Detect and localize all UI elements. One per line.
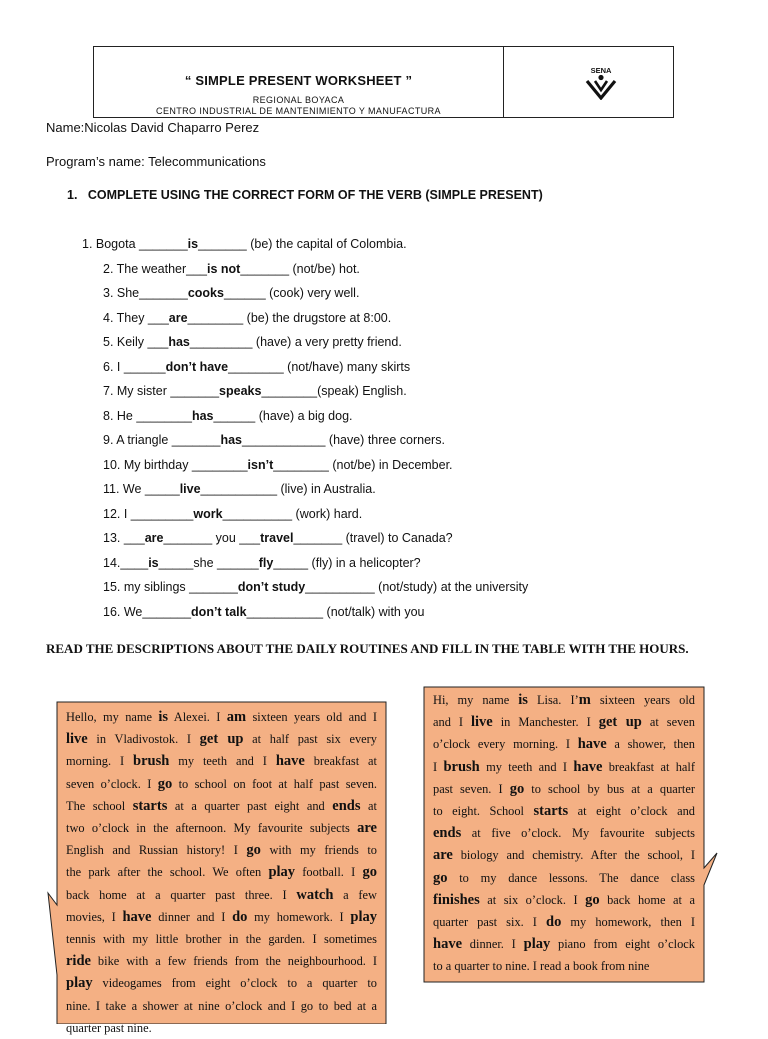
text-line [433,844,695,866]
prompt-text: _____she ______ [158,555,259,570]
text-line [66,1017,377,1039]
text-line [433,800,695,822]
answer-text: is [148,555,159,570]
text-line [433,756,695,778]
text-line [66,706,377,728]
text-run: sixteen years old and I [246,710,377,724]
highlighted-verb: watch [296,886,334,903]
text-run: the park after the school. We often [66,865,269,880]
text-run: nine. I take a shower at nine o’clock and I go to bed at a [66,998,377,1013]
svg-text:SENA: SENA [590,66,612,75]
text-line [433,889,695,911]
answer-text: is not [207,261,241,276]
alexei-routine-text [66,706,377,1039]
highlighted-verb: brush [133,753,170,770]
text-run: to a quarter to nine. I read a book from nine [433,959,650,974]
highlighted-verb: ends [332,797,361,814]
highlighted-verb: live [471,714,493,731]
section-2-title: READ THE DESCRIPTIONS ABOUT THE DAILY ROUTINES AND FILL IN THE TABLE WITH THE HOURS. [46,641,689,656]
text-run: biology and chemistry. After the school, I [452,848,695,863]
highlighted-verb: have [122,908,152,925]
text-run: a few [333,887,377,902]
text-run: to school by bus at a quarter [524,781,695,796]
prompt-text: _______ (not/be) hot. [240,261,360,276]
text-line [66,906,377,928]
text-line [66,728,377,750]
text-run: to school on foot at half past seven. [172,776,378,791]
text-run: my homework. I [247,909,351,924]
prompt-text: _____ (fly) in a helicopter? [273,555,421,570]
text-run: Alexei. I [168,710,227,724]
highlighted-verb: am [226,709,247,725]
answer-text: cooks [187,286,224,300]
text-line [433,955,695,977]
answer-text: don’t study [237,580,306,594]
text-run: English and Russian history! I [66,843,247,858]
answer-text: live [179,482,201,496]
text-line [433,911,695,933]
prompt-text: 1. Bogota _______ [82,237,188,251]
text-line [433,822,695,844]
prompt-text: 14.____ [103,555,149,570]
prompt-text: _________ (have) a very pretty friend. [189,335,402,349]
text-run: Lisa. I’ [527,693,579,707]
prompt-text: 5. Keily ___ [103,335,169,349]
highlighted-verb: brush [443,758,480,775]
text-run: my teeth and I [479,759,574,774]
text-line [66,972,377,994]
text-run: movies, I [66,909,123,924]
prompt-text: _______ you ___ [163,531,261,545]
prompt-text: 16. We_______ [103,604,192,619]
center-label: CENTRO INDUSTRIAL DE MANTENIMIENTO Y MANUFACTURA [156,106,441,116]
answer-text: don’t have [165,359,229,374]
prompt-text: ________(speak) English. [261,384,407,398]
highlighted-verb: have [433,936,462,953]
answer-text: has [191,408,214,423]
text-run: tennis with my little brother in the garden. I sometimes [66,932,377,947]
text-line [433,933,695,955]
prompt-text: 15. my siblings _______ [103,580,238,594]
text-run: at a quarter past eight and [167,798,333,813]
text-run: piano from eight o’clock [550,937,695,952]
text-run: morning. I [66,754,134,769]
answer-text: are [168,310,188,325]
highlighted-verb: are [433,847,453,864]
highlighted-verb: have [275,753,305,770]
text-run: sixteen years old [590,693,695,707]
text-run: at five o’clock. My favourite subjects [461,826,695,841]
text-line [66,773,377,795]
text-run: football. I [295,865,363,880]
prompt-text: ______ (have) a big dog. [213,408,353,423]
answer-text: has [220,433,243,447]
prompt-text: 3. She_______ [103,286,188,300]
highlighted-verb: m [578,692,591,708]
prompt-text: 13. ___ [103,531,145,545]
prompt-text: 6. I ______ [103,359,166,374]
answer-text: is [187,237,199,251]
worksheet-title: “ SIMPLE PRESENT WORKSHEET ” [184,73,413,88]
text-run: at half past six every [243,732,377,747]
answer-text: don’t talk [191,604,247,619]
text-run: at seven [641,715,695,730]
text-run: at eight o’clock and [568,804,695,819]
text-run: breakfast at [304,754,378,769]
text-line [66,861,377,883]
student-name: Name:Nicolas David Chaparro Perez [46,120,260,135]
highlighted-verb: live [66,731,88,748]
highlighted-verb: go [509,780,525,797]
prompt-text: ____________ (have) three corners. [242,433,445,447]
highlighted-verb: are [357,820,377,837]
program-name: Program’s name: Telecommunications [46,154,266,169]
prompt-text: 11. We _____ [103,482,180,496]
prompt-text: 9. A triangle _______ [103,433,221,447]
highlighted-verb: get up [199,731,244,748]
text-run: two o’clock in the afternoon. My favourite subjects [66,821,358,836]
highlighted-verb: ride [66,953,91,970]
answer-text: travel [260,531,294,545]
text-line [66,928,377,950]
text-line [66,839,377,861]
text-run: dinner and I [151,909,233,924]
answer-text: speaks [219,384,262,398]
text-run: quarter past nine. [66,1020,152,1035]
prompt-text: 8. He ________ [103,408,192,423]
highlighted-verb: do [232,908,248,925]
text-run: to my dance lessons. The dance class [447,870,695,885]
prompt-text: 7. My sister _______ [103,384,220,398]
text-run: I [433,759,444,774]
prompt-text: ___________ (live) in Australia. [200,482,376,496]
highlighted-verb: is [158,709,169,725]
text-line [66,795,377,817]
text-run: with my friends to [260,843,377,858]
highlighted-verb: go [585,891,600,908]
prompt-text: 2. The weather___ [103,261,208,276]
lisa-routine-text [433,689,695,978]
text-line [433,733,695,755]
text-run: past seven. I [433,781,510,796]
answer-text: isn’t [247,457,274,472]
text-line [433,778,695,800]
text-run: dinner. I [462,937,524,952]
section-1-number: 1. [67,188,78,202]
highlighted-verb: play [523,936,551,953]
prompt-text: _______ (be) the capital of Colombia. [198,237,407,251]
answer-text: work [193,506,223,521]
text-run: my homework, then I [561,915,695,930]
prompt-text: ___________ (not/talk) with you [246,604,425,619]
highlighted-verb: go [433,869,448,886]
highlighted-verb: have [573,758,603,775]
text-run: videogames from eight o’clock to a quarter to [92,976,377,991]
highlighted-verb: ends [433,825,462,842]
highlighted-verb: starts [132,797,168,814]
highlighted-verb: go [157,775,173,792]
text-line [66,750,377,772]
text-line [66,950,377,972]
text-run: a shower, then [606,737,696,752]
text-line [66,884,377,906]
text-run: bike with a few friends from the neighbourhood. I [90,954,377,969]
answer-text: are [144,531,164,545]
prompt-text: ________ (be) the drugstore at 8:00. [187,310,392,325]
text-run: in Vladivostok. I [87,732,200,747]
text-line [66,995,377,1017]
highlighted-verb: starts [533,803,569,820]
text-line [433,867,695,889]
highlighted-verb: finishes [433,891,480,908]
text-run: The school [66,798,133,813]
prompt-text: 12. I _________ [103,506,194,521]
text-run: breakfast at half [602,759,695,774]
text-run: Hello, my name [66,710,159,724]
highlighted-verb: have [577,736,607,753]
prompt-text: ________ (not/be) in December. [273,457,453,472]
highlighted-verb: play [66,975,93,992]
answer-text: fly [258,555,274,570]
prompt-text: __________ (work) hard. [222,506,363,521]
text-line [66,817,377,839]
prompt-text: 10. My birthday ________ [103,457,248,472]
text-run: back home at a quarter past three. I [66,887,297,902]
text-run: Hi, my name [433,693,519,707]
text-run: at six o’clock. I [479,892,586,907]
section-1-heading: COMPLETE USING THE CORRECT FORM OF THE VERB (SIMPLE PRESENT) [87,188,543,202]
prompt-text: _______ (travel) to Canada? [293,531,453,545]
text-run: seven o’clock. I [66,776,158,791]
prompt-text: ________ (not/have) many skirts [228,359,411,374]
text-run: and I [433,715,471,730]
highlighted-verb: go [246,842,261,859]
prompt-text: __________ (not/study) at the university [305,580,529,594]
highlighted-verb: play [268,864,296,881]
answer-text: has [168,335,190,349]
text-run: my teeth and I [169,754,276,769]
text-line [433,689,695,711]
text-run: in Manchester. I [492,715,599,730]
text-run: o’clock every morning. I [433,737,578,752]
text-run: at [360,798,377,813]
regional-label: REGIONAL BOYACA [252,95,345,105]
highlighted-verb: do [546,914,562,931]
highlighted-verb: play [350,908,377,925]
highlighted-verb: go [362,864,377,881]
text-line [433,711,695,733]
highlighted-verb: get up [598,714,642,731]
prompt-text: 4. They ___ [103,310,169,325]
text-run: quarter past six. I [433,915,547,930]
prompt-text: ______ (cook) very well. [223,286,360,300]
highlighted-verb: is [518,692,528,708]
text-run: to eight. School [433,804,534,819]
text-run: back home at a [599,892,695,907]
